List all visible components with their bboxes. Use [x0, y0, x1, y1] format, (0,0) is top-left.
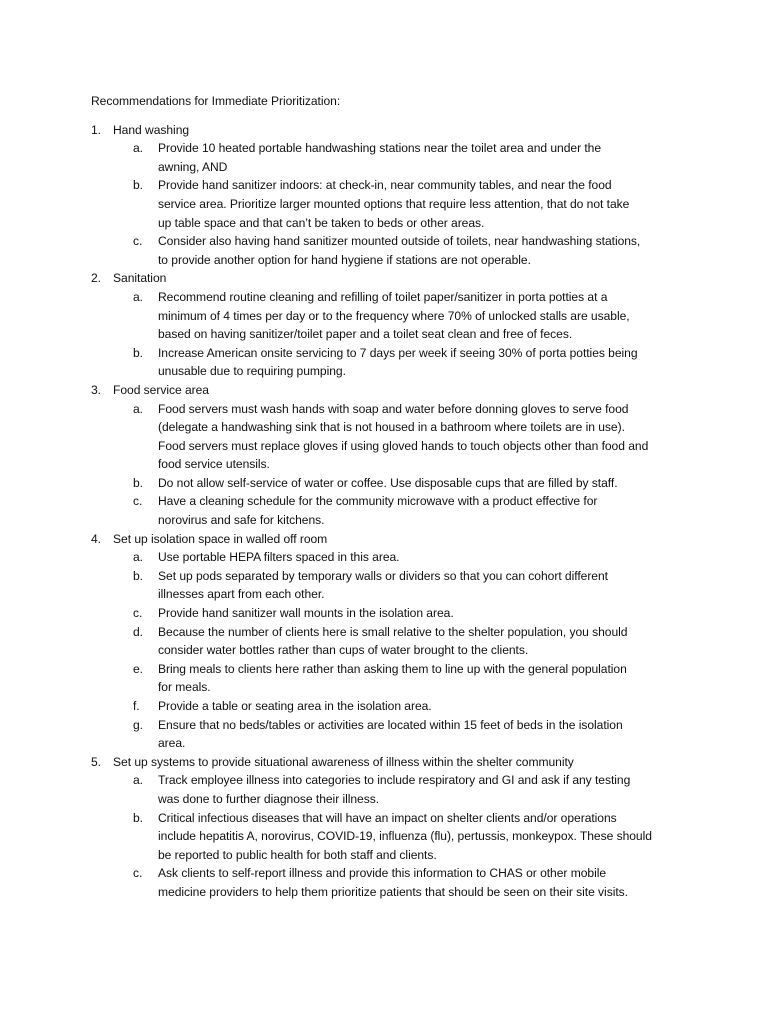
- item-text-line: was done to further diagnose their illness.: [158, 791, 380, 806]
- list-item: [113, 716, 691, 753]
- item-text-line: Bring meals to clients here rather than asking them to line up with the general population: [158, 661, 627, 676]
- item-list: [113, 139, 691, 269]
- item-letter: f.: [133, 699, 140, 713]
- item-text-line: Set up pods separated by temporary walls or dividers so that you can cohort different: [158, 568, 608, 583]
- item-letter: a.: [133, 773, 143, 788]
- item-text-line: Consider also having hand sanitizer mounted outside of toilets, near handwashing stations,: [158, 234, 641, 249]
- item-letter: a.: [133, 401, 143, 416]
- item-text-line: be reported to public health for both staff and clients.: [158, 847, 437, 862]
- item-text-line: Increase American onsite servicing to 7 days per week if seeing 30% of porta potties being: [158, 345, 638, 360]
- item-text-line: area.: [158, 736, 186, 751]
- section-2: [91, 269, 691, 381]
- item-text-line: Provide a table or seating area in the isolation area.: [158, 699, 432, 713]
- item-text-line: Critical infectious diseases that will have an impact on shelter clients and/or operations: [158, 810, 617, 825]
- list-item: [113, 548, 691, 567]
- item-text-line: Ensure that no beds/tables or activities are located within 15 feet of beds in the isolation: [158, 717, 623, 732]
- item-text-line: based on having sanitizer/toilet paper and a toilet seat clean and free of feces.: [158, 327, 573, 342]
- item-letter: b.: [133, 178, 143, 193]
- section-number: 2.: [91, 271, 101, 286]
- item-letter: d.: [133, 624, 143, 639]
- section-list: [91, 121, 691, 902]
- item-list: [113, 288, 691, 381]
- item-letter: g.: [133, 717, 143, 732]
- section-title: Set up systems to provide situational awareness of illness within the shelter community: [113, 754, 574, 769]
- item-text-line: norovirus and safe for kitchens.: [158, 513, 325, 528]
- item-text-line: include hepatitis A, norovirus, COVID-19, influenza (flu), pertussis, monkeypox. These should: [158, 829, 652, 844]
- item-text-line: Provide hand sanitizer wall mounts in the isolation area.: [158, 606, 454, 621]
- list-item: [113, 344, 691, 381]
- item-text-line: awning, AND: [158, 159, 228, 174]
- item-text-line: consider water bottles rather than cups of water brought to the clients.: [158, 643, 529, 658]
- item-text-line: to provide another option for hand hygiene if stations are not operable.: [158, 252, 531, 267]
- item-list: [113, 548, 691, 753]
- list-item: [113, 567, 691, 604]
- item-letter: c.: [133, 234, 143, 249]
- item-text-line: Food servers must wash hands with soap and water before donning gloves to serve food: [158, 401, 629, 416]
- item-list: [113, 771, 691, 901]
- item-letter: c.: [133, 606, 143, 621]
- list-item: [113, 623, 691, 660]
- item-text-line: Do not allow self-service of water or coffee. Use disposable cups that are filled by staff.: [158, 475, 618, 490]
- list-item: [113, 232, 691, 269]
- list-item: [113, 474, 691, 493]
- section-title: Hand washing: [113, 122, 190, 137]
- item-text-line: illnesses apart from each other.: [158, 587, 325, 602]
- item-letter: b.: [133, 345, 143, 360]
- list-item: [113, 697, 691, 716]
- item-text-line: Provide hand sanitizer indoors: at check-in, near community tables, and near the food: [158, 178, 612, 193]
- item-text-line: Use portable HEPA filters spaced in this area.: [158, 550, 400, 565]
- item-text-line: (delegate a handwashing sink that is not housed in a bathroom where toilets are in use).: [158, 420, 625, 435]
- item-text-line: medicine providers to help them prioritize patients that should be seen on their site visits.: [158, 884, 628, 899]
- item-letter: c.: [133, 494, 143, 509]
- item-letter: b.: [133, 568, 143, 583]
- section-number: 5.: [91, 754, 101, 769]
- item-text-line: minimum of 4 times per day or to the frequency where 70% of unlocked stalls are usable,: [158, 308, 630, 323]
- item-letter: e.: [133, 661, 143, 676]
- item-letter: a.: [133, 550, 143, 565]
- section-title: Sanitation: [113, 271, 167, 286]
- list-item: [113, 604, 691, 623]
- item-text-line: Track employee illness into categories to include respiratory and GI and ask if any testing: [158, 773, 631, 788]
- item-text-line: for meals.: [158, 680, 211, 695]
- item-text-line: Ask clients to self-report illness and provide this information to CHAS or other mobile: [158, 866, 607, 881]
- item-text-line: unusable due to requiring pumping.: [158, 364, 346, 379]
- section-number: 1.: [91, 122, 101, 137]
- list-item: [113, 139, 691, 176]
- item-text-line: up table space and that can’t be taken to beds or other areas.: [158, 215, 485, 230]
- list-item: [113, 176, 691, 232]
- section-4: [91, 530, 691, 753]
- list-item: [113, 864, 691, 901]
- list-item: [113, 660, 691, 697]
- section-1: [91, 121, 691, 270]
- document-title: Recommendations for Immediate Prioritization:: [91, 94, 341, 108]
- list-item: [113, 771, 691, 808]
- list-item: [113, 400, 691, 474]
- list-item: [113, 809, 691, 865]
- item-text-line: food service utensils.: [158, 457, 270, 472]
- item-letter: c.: [133, 866, 143, 881]
- item-text-line: Provide 10 heated portable handwashing stations near the toilet area and under the: [158, 141, 602, 156]
- section-number: 3.: [91, 382, 101, 397]
- section-5: [91, 753, 691, 902]
- item-text-line: Because the number of clients here is small relative to the shelter population, you should: [158, 624, 628, 639]
- section-number: 4.: [91, 531, 101, 546]
- item-letter: b.: [133, 810, 143, 825]
- item-text-line: Have a cleaning schedule for the community microwave with a product effective for: [158, 494, 598, 509]
- item-list: [113, 400, 691, 530]
- item-letter: b.: [133, 475, 143, 490]
- item-letter: a.: [133, 289, 143, 304]
- section-title: Food service area: [113, 382, 209, 397]
- item-text-line: Food servers must replace gloves if using gloved hands to touch objects other than food and: [158, 438, 649, 453]
- section-title: Set up isolation space in walled off room: [113, 531, 328, 546]
- item-text-line: service area. Prioritize larger mounted options that require less attention, that do not take: [158, 196, 630, 211]
- document-body: [91, 92, 691, 902]
- list-item: [113, 288, 691, 344]
- item-text-line: Recommend routine cleaning and refilling of toilet paper/sanitizer in porta potties at a: [158, 289, 608, 304]
- section-3: [91, 381, 691, 530]
- list-item: [113, 492, 691, 529]
- item-letter: a.: [133, 141, 143, 156]
